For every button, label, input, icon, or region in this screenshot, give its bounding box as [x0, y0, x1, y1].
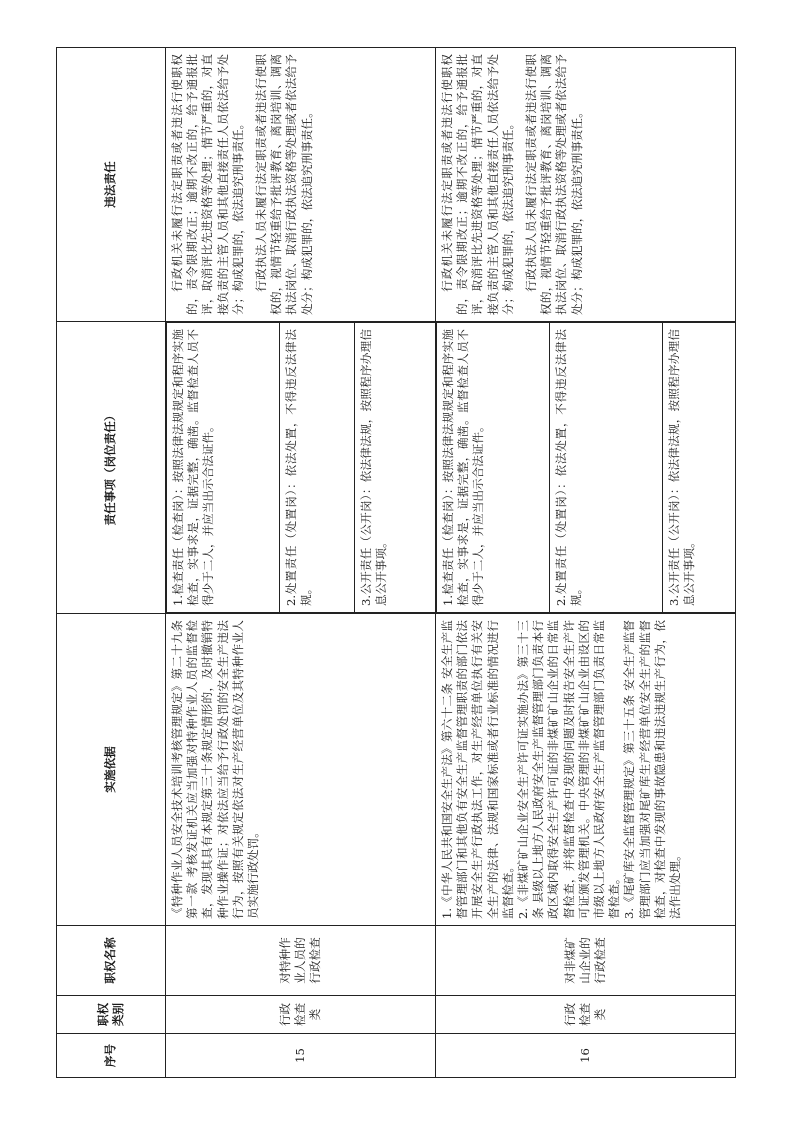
- resp-publish: 3.公开责任（公开岗）：依法律法规，按照程序办理信息公开事项。: [359, 329, 389, 606]
- responsibility-subtable: [436, 322, 735, 613]
- header-basis: 实施依据: [57, 614, 166, 926]
- responsibility-cell: [166, 322, 436, 614]
- name-cell: 对特种作业人员的行政检查: [166, 926, 436, 996]
- seq-cell: 16: [436, 1034, 736, 1078]
- table-row-15: [166, 48, 436, 1078]
- header-seq: 序号: [57, 1034, 166, 1078]
- basis-cell: [436, 614, 736, 926]
- responsibility-cell: [436, 322, 736, 614]
- header-row: [57, 48, 166, 1078]
- basis-item: 《特种作业人员安全技术培训考核管理规定》第二十九条第一款 考核发证机关应当加强对特种作业人员的监督检查，发现其具有本规定第三十条规定情形的，及时撤销特种作业操作证；对依法应当给予行政处罚的安全生产违法行为，按照有关规定依法对生产经营单位及其特种作业人员实施行政处罚。: [170, 620, 261, 919]
- liability-officer: 行政执法人员未履行法定职责或者违法行使职权的，视情节轻重给予批评教育、离岗培训、调离执法岗位、取消行政执法资格等处理或者依法给予处分；构成犯罪的，依法追究刑事责任。: [254, 54, 314, 315]
- liability-agency: 行政机关未履行法定职责或者违法行使职权的，责令限期改正；逾期不改正的，给予通报批评，取消评比先进资格等处理；情节严重的，对直接负责的主管人员和其他直接责任人员依法给予处分；构成犯罪的，依法追究刑事责任。: [170, 54, 245, 315]
- seq-cell: 15: [166, 1034, 436, 1078]
- resp-dispose: 2.处置责任（处置岗）：依法处置，不得违反法律法规。: [284, 329, 314, 606]
- liability-agency: 行政机关未履行法定职责或者违法行使职权的，责令限期改正；逾期不改正的，给予通报批评，取消评比先进资格等处理；情节严重的，对直接负责的主管人员和其他直接责任人员依法给予处分；构成犯罪的，依法追究刑事责任。: [440, 54, 515, 315]
- resp-publish: 3.公开责任（公开岗）：依法律法规，按照程序办理信息公开事项。: [667, 329, 697, 606]
- name-cell: 对非煤矿山企业的行政检查: [436, 926, 736, 996]
- category-cell: 行政检查类: [166, 996, 436, 1034]
- header-liability: 违法责任: [57, 48, 166, 322]
- header-category: 职权类别: [57, 996, 166, 1034]
- basis-cell: [166, 614, 436, 926]
- rotated-table-page: [56, 48, 736, 1078]
- responsibility-subtable: [166, 322, 435, 613]
- resp-check: 1.检查责任（检查岗）：按照法律法规规定和程序实施检查，实事求是，证据完整，确凿。监督检查人员不得少于二人，并应当出示合法证件。: [171, 329, 216, 606]
- resp-check: 1.检查责任（检查岗）：按照法律法规规定和程序实施检查，实事求是，证据完整，确凿。监督检查人员不得少于二人，并应当出示合法证件。: [441, 329, 486, 606]
- liability-officer: 行政执法人员未履行法定职责或者违法行使职权的，视情节轻重给予批评教育、离岗培训、调离执法岗位、取消行政执法资格等处理或者依法给予处分；构成犯罪的，依法追究刑事责任。: [524, 54, 584, 315]
- header-responsibility: 责任事项（岗位责任）: [57, 322, 166, 614]
- liability-cell: [166, 48, 436, 322]
- basis-item: 1.《中华人民共和国安全生产法》第六十二条 安全生产监督管理部门和其他负有安全生产监督管理职责的部门依法开展安全生产行政执法工作，对生产经营单位执行有关安全生产的法律、法规和国家标准或者行业标准的情况进行监督检查。: [440, 620, 515, 919]
- power-list-table: [56, 47, 736, 1078]
- liability-cell: [436, 48, 736, 322]
- category-cell: 行政检查类: [436, 996, 736, 1034]
- table-row-16: [436, 48, 736, 1078]
- header-name: 职权名称: [57, 926, 166, 996]
- basis-item: 3.《尾矿库安全监督管理规定》第三十五条 安全生产监督管理部门应当加强对尾矿库生产经营单位安全生产的监督检查，对检查中发现的事故隐患和违法违规生产行为，依法作出处理。: [622, 620, 683, 919]
- resp-dispose: 2.处置责任（处置岗）：依法处置，不得违反法律法规。: [554, 329, 584, 606]
- basis-item: 2.《非煤矿矿山企业安全生产许可证实施办法》第三十三条 县级以上地方人民政府安全生产监督管理部门负责本行政区域内取得安全生产许可证的非煤矿矿山企业的日常监督检查，并将监督检查中发现的问题及时报告安全生产许可证颁发管理机关。中央管理的非煤矿矿山企业由设区的市级以上地方人民政府安全生产监督管理部门负责日常监督检查。: [516, 620, 622, 919]
